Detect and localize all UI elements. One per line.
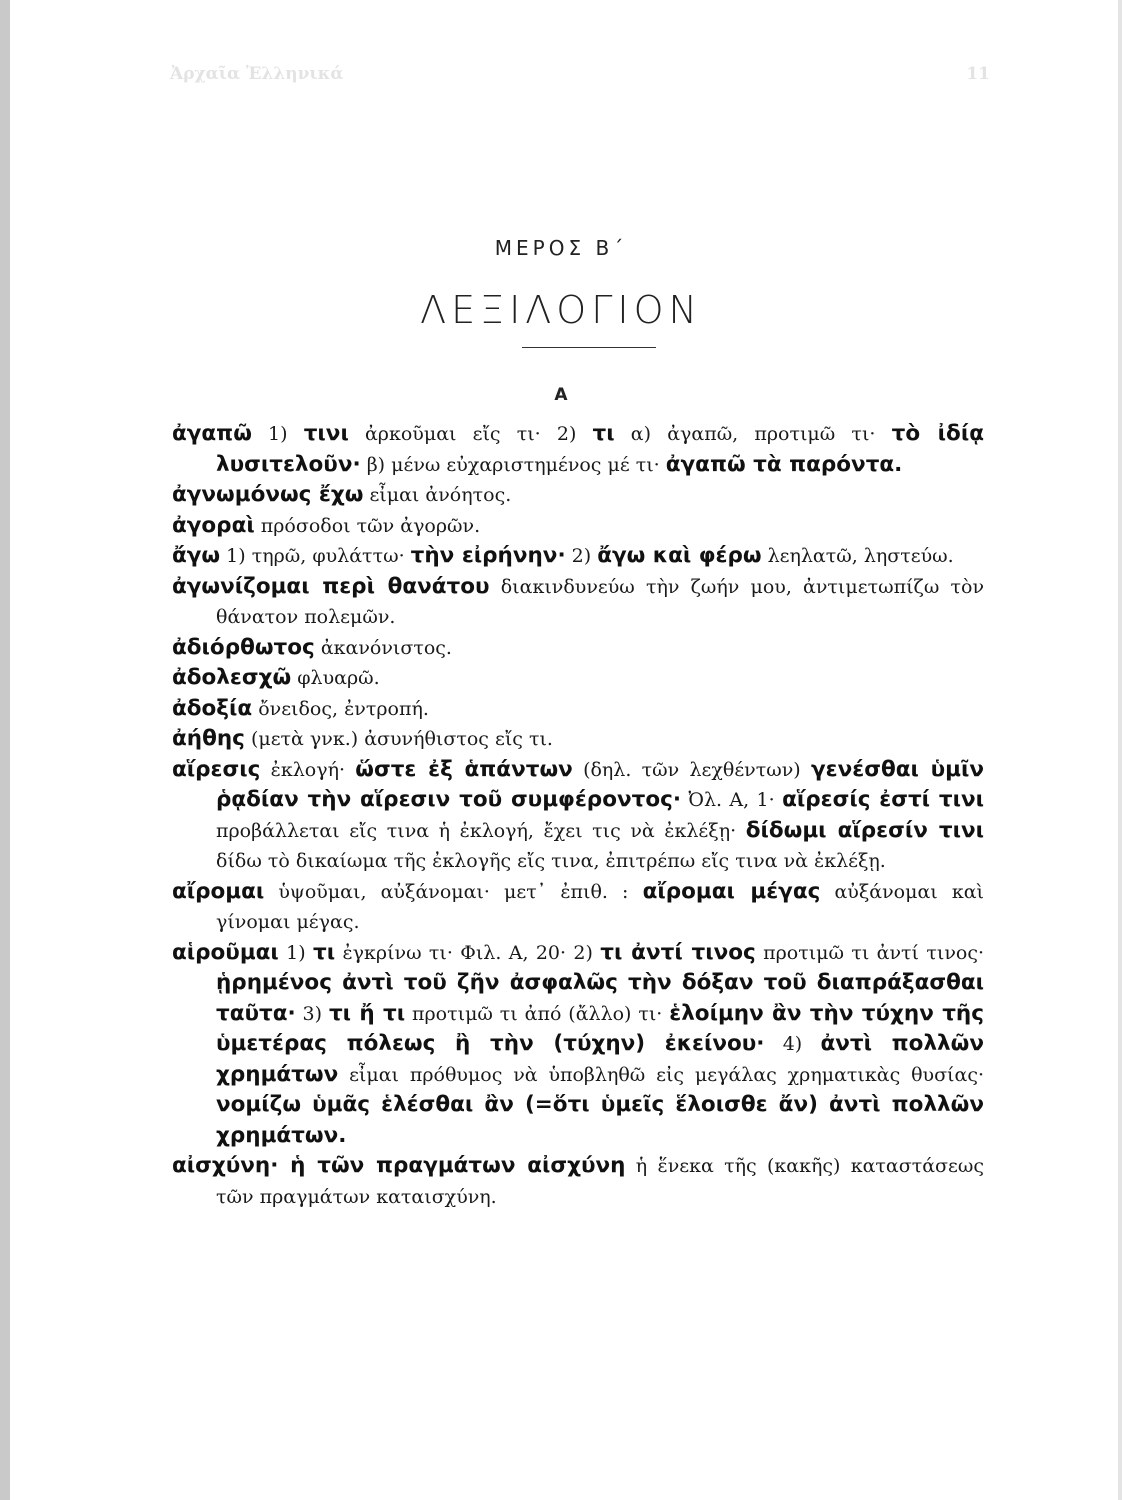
entry-definition: α) ἀγαπῶ, προτιμῶ τι· [614, 423, 892, 445]
entry-term: ἀγαπῶ τὰ παρόντα. [665, 451, 903, 477]
entry-term: τι ἀντί τινος [600, 939, 756, 965]
bleed-through-left: Ἀρχαῖα Ἑλληνικά [170, 64, 344, 84]
entry-term: αἵρεσις [172, 756, 261, 782]
glossary-entry [172, 633, 984, 664]
glossary-entry [172, 724, 984, 755]
entry-definition: 2) [565, 545, 598, 567]
entry-definition: εἶμαι ἀνόητος. [363, 484, 512, 506]
glossary-entry [172, 572, 984, 633]
entry-definition: (δηλ. τῶν λεχθέντων) [572, 758, 811, 781]
glossary-entries [172, 419, 984, 1212]
glossary-entry [172, 1151, 984, 1212]
entry-term: ἄγω [172, 543, 221, 568]
entry-term: αἴρομαι μέγας [642, 878, 821, 904]
entry-term: ὥστε ἐξ ἁπάντων [355, 756, 573, 782]
entry-term: ἀδιόρθωτος [172, 634, 315, 660]
entry-term: ἀγνωμόνως ἔχω [172, 482, 364, 507]
glossary-entry [172, 511, 984, 542]
entry-term: αἵρεσίς ἐστί τινι [782, 787, 984, 812]
scan-left-edge [0, 0, 10, 1500]
entry-term: γενέσθαι ὑμῖν ῥᾳδίαν τὴν αἵρεσιν τοῦ συμφέροντος· [216, 756, 984, 812]
entry-term: αἰσχύνη· ἡ τῶν πραγμάτων αἰσχύνη [172, 1153, 626, 1178]
entry-definition: εἶμαι πρόθυμος νὰ ὑποβληθῶ εἰς μεγάλας χρηματικὰς θυσίας· [338, 1063, 984, 1086]
bleed-through-page-number: 11 [966, 64, 990, 84]
entry-definition: λεηλατῶ, ληστεύω. [761, 545, 954, 567]
entry-definition: 4) [764, 1033, 821, 1055]
entry-definition: 1) τηρῶ, φυλάττω· [220, 545, 411, 567]
entry-term: ἀντὶ πολλῶν χρημάτων [216, 1031, 984, 1087]
entry-term: ἀγαπῶ [172, 421, 252, 446]
entry-definition: 1) [251, 423, 304, 445]
entry-definition: ἐκλογή· [260, 758, 356, 781]
entry-term: τι ἤ τι [328, 1000, 406, 1026]
page-title: ΛΕΞΙΛΟΓΙΟΝ [420, 288, 702, 332]
entry-definition: ὄνειδος, ἐντροπή. [252, 697, 429, 720]
entry-term: ἀδολεσχῶ [172, 665, 292, 690]
entry-term: ἑλοίμην ἂν τὴν τύχην τῆς ὑμετέρας πόλεως ἢ τὴν (τύχην) ἐκείνου· [216, 1000, 984, 1056]
entry-term: τινι [303, 421, 349, 446]
glossary-entry [172, 480, 984, 511]
part-heading: ΜΕΡΟΣ Β΄ [494, 236, 628, 260]
glossary-entry [172, 877, 984, 938]
entry-term: ἀήθης [172, 726, 245, 751]
entry-definition: β) μένω εὐχαριστημένος μέ τι· [360, 453, 666, 476]
entry-definition: (μετὰ γνκ.) ἀσυνήθιστος εἴς τι. [244, 728, 553, 750]
entry-definition: ὑψοῦμαι, αὐξάνομαι· μετ᾽ ἐπιθ. : [264, 880, 643, 903]
entry-definition: ἀρκοῦμαι εἴς τι· 2) [348, 423, 593, 445]
entry-definition: δίδω τὸ δικαίωμα τῆς ἐκλογῆς εἴς τινα, ἐπιτρέπω εἴς τινα νὰ ἐκλέξῃ. [216, 850, 886, 872]
scan-right-edge [1118, 0, 1122, 1500]
glossary-entry [172, 755, 984, 877]
entry-term: ἀγωνίζομαι περὶ θανάτου [172, 573, 490, 599]
entry-definition: πρόσοδοι τῶν ἀγορῶν. [254, 514, 481, 537]
section-letter: Α [554, 385, 568, 405]
entry-term: ᾑρημένος ἀντὶ τοῦ ζῆν ἀσφαλῶς τὴν δόξαν τοῦ διαπράξασθαι ταῦτα· [216, 970, 984, 1026]
entry-term: τι [313, 939, 336, 965]
entry-term: ἀδοξία [172, 695, 253, 721]
entry-term: τι [592, 421, 615, 446]
glossary-entry [172, 694, 984, 725]
entry-definition: προτιμῶ τι ἀντί τινος· [755, 941, 984, 964]
entry-term: νομίζω ὑμᾶς ἑλέσθαι ἂν (=ὅτι ὑμεῖς ἕλοισθε ἄν) ἀντὶ πολλῶν χρημάτων. [216, 1092, 984, 1148]
entry-term: αἴρομαι [172, 878, 265, 904]
entry-definition: ἡ ἕνεκα τῆς (κακῆς) καταστάσεως τῶν πραγμάτων καταισχύνη. [216, 1155, 984, 1208]
entry-definition: διακινδυνεύω τὴν ζωήν μου, ἀντιμετωπίζω τὸν θάνατον πολεμῶν. [216, 575, 984, 628]
glossary-entry [172, 938, 984, 1152]
entry-definition: 1) [278, 941, 314, 964]
entry-definition: φλυαρῶ. [291, 667, 380, 689]
title-rule [522, 347, 656, 348]
entry-term: αἱροῦμαι [172, 939, 279, 965]
entry-term: ἀγοραὶ [172, 512, 255, 538]
glossary-entry [172, 419, 984, 480]
entry-definition: Ὀλ. Α, 1· [681, 789, 783, 811]
bleed-through-header [170, 64, 990, 84]
glossary-entry [172, 541, 984, 572]
glossary-entry [172, 663, 984, 694]
entry-definition: προβάλλεται εἴς τινα ἡ ἐκλογή, ἔχει τις νὰ ἐκλέξῃ· [216, 819, 746, 842]
entry-definition: αὐξάνομαι καὶ γίνομαι μέγας. [216, 880, 984, 933]
entry-term: δίδωμι αἵρεσίν τινι [745, 817, 984, 843]
entry-definition: 3) [295, 1002, 329, 1025]
entry-term: ἄγω καὶ φέρω [597, 543, 762, 568]
entry-term: τὴν εἰρήνην· [410, 543, 566, 568]
entry-definition: ἀκανόνιστος. [314, 636, 452, 659]
entry-definition: ἐγκρίνω τι· Φιλ. Α, 20· 2) [335, 941, 601, 964]
entry-definition: προτιμῶ τι ἀπό (ἄλλο) τι· [405, 1002, 670, 1025]
entry-term: τὸ ἰδίᾳ λυσιτελοῦν· [216, 421, 984, 477]
